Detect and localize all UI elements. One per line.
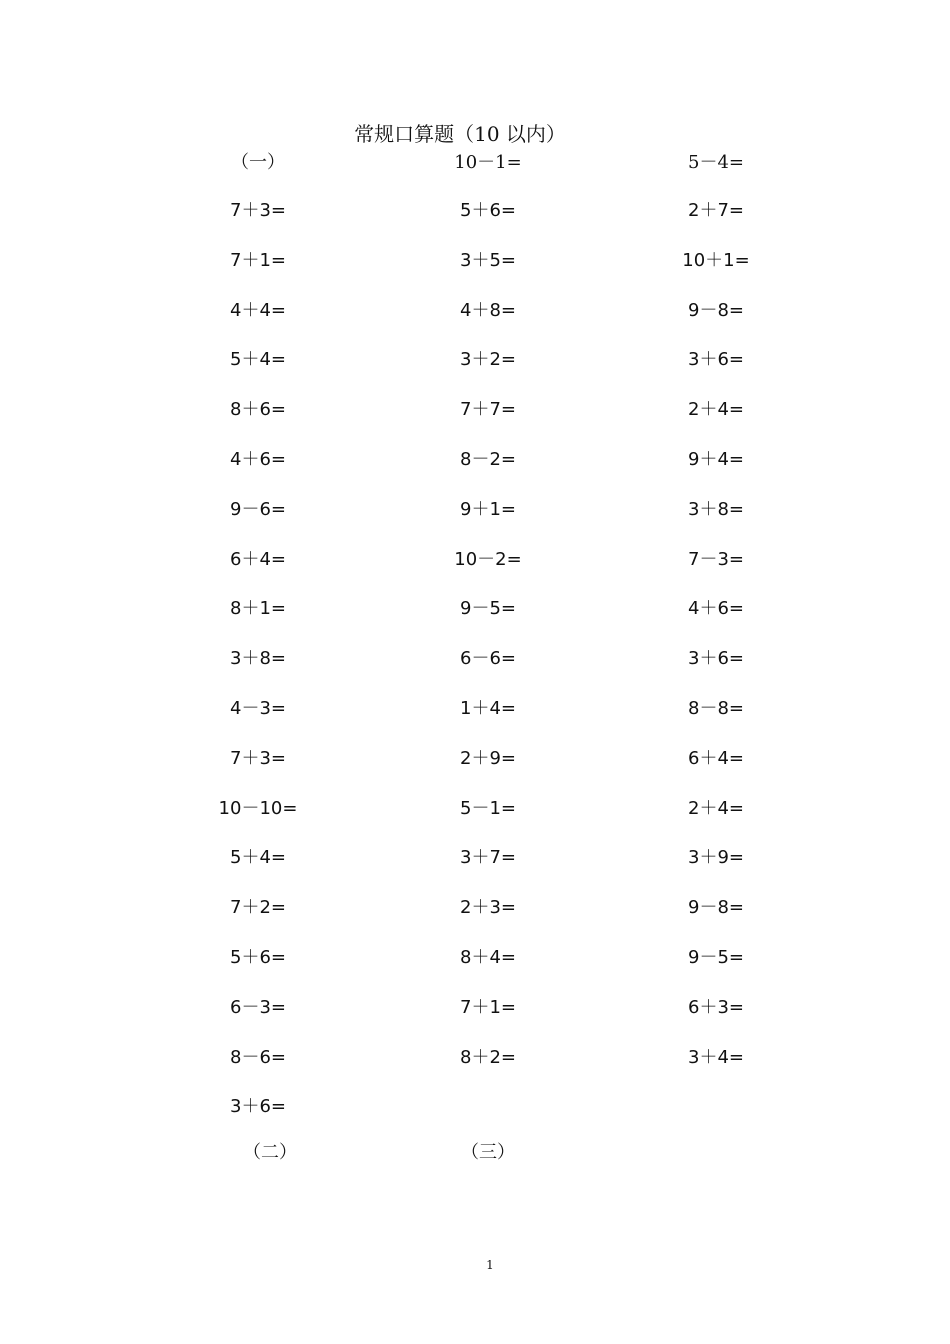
problem-item: 3＋4= <box>688 1046 744 1068</box>
problem-item: 3＋6= <box>688 648 744 670</box>
problem-item: 2＋4= <box>688 399 744 421</box>
page-number: 1 <box>486 1258 494 1272</box>
problem-item: 9－6= <box>230 498 286 520</box>
problem-item: 6＋4= <box>688 747 744 769</box>
problem-item: 6－3= <box>230 996 286 1018</box>
problem-item: 6－6= <box>460 648 516 670</box>
problem-item: 10＋1= <box>682 249 750 271</box>
problem-item: 3＋7= <box>460 847 516 869</box>
problem-item: 9－8= <box>688 897 744 919</box>
section-heading-2: （二） <box>243 1142 297 1163</box>
problem-item: 7＋7= <box>460 399 516 421</box>
problem-item: 5＋6= <box>460 200 516 221</box>
problem-item: 7＋3= <box>230 747 286 769</box>
problem-item: 10－10= <box>218 797 298 819</box>
problem-item: 8＋4= <box>460 946 516 968</box>
problem-item: 7＋1= <box>230 249 286 271</box>
problem-item: 4＋6= <box>230 448 286 470</box>
problem-column-2 <box>408 148 568 1092</box>
problem-item: 9－5= <box>460 598 516 620</box>
problem-item: 3＋8= <box>230 648 286 670</box>
problem-item: 7＋2= <box>230 897 286 919</box>
problem-item: 2＋4= <box>688 797 744 819</box>
column-header: （一） <box>231 152 285 173</box>
problem-item: 9－5= <box>688 946 744 968</box>
problem-item: 9＋4= <box>688 448 744 470</box>
problem-item: 3＋5= <box>460 249 516 271</box>
problem-item: 7＋3= <box>230 200 286 221</box>
problem-item: 5－1= <box>460 797 516 819</box>
problem-item: 8＋6= <box>230 399 286 421</box>
problem-item: 5＋4= <box>230 349 286 371</box>
problem-item: 7＋1= <box>460 996 516 1018</box>
problem-item: 8－2= <box>460 448 516 470</box>
problem-item: 9＋1= <box>460 498 516 520</box>
problem-item: 10－2= <box>454 548 522 570</box>
problem-item: 10－1= <box>454 152 522 173</box>
problem-item: 3＋2= <box>460 349 516 371</box>
problem-item: 4＋4= <box>230 299 286 321</box>
problem-item: 8＋2= <box>460 1046 516 1068</box>
problem-column-3 <box>636 148 796 1092</box>
problem-item: 9－8= <box>688 299 744 321</box>
problem-item: 3＋6= <box>688 349 744 371</box>
problem-item: 6＋4= <box>230 548 286 570</box>
problem-item: 8－8= <box>688 697 744 719</box>
problem-column-1 <box>178 148 338 1142</box>
problem-item: 6＋3= <box>688 996 744 1018</box>
problem-item: 5＋6= <box>230 946 286 968</box>
problem-item: 8＋1= <box>230 598 286 620</box>
problem-item: 2＋9= <box>460 747 516 769</box>
problem-item: 3＋6= <box>230 1096 286 1118</box>
problem-item: 5＋4= <box>230 847 286 869</box>
problem-item: 4－3= <box>230 697 286 719</box>
problem-item: 3＋9= <box>688 847 744 869</box>
problem-item: 8－6= <box>230 1046 286 1068</box>
problem-item: 4＋8= <box>460 299 516 321</box>
problem-item: 5－4= <box>688 152 744 173</box>
section-heading-3: （三） <box>461 1142 515 1163</box>
problem-item: 3＋8= <box>688 498 744 520</box>
problem-item: 4＋6= <box>688 598 744 620</box>
problem-item: 2＋3= <box>460 897 516 919</box>
page-title: 常规口算题（10 以内） <box>354 122 566 146</box>
problem-item: 1＋4= <box>460 697 516 719</box>
problem-item: 2＋7= <box>688 200 744 221</box>
problem-item: 7－3= <box>688 548 744 570</box>
